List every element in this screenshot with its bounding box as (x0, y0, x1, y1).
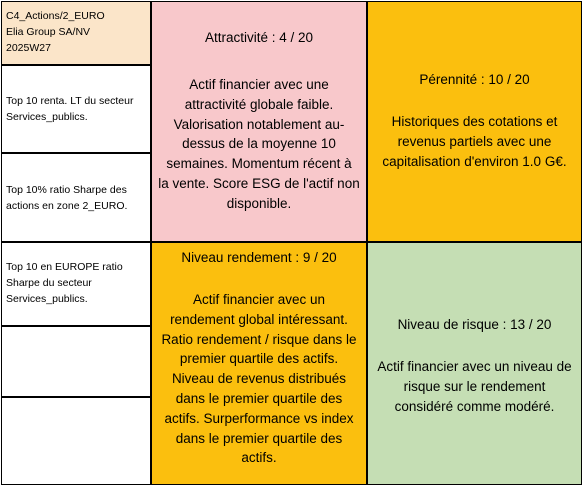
risque-panel (367, 242, 582, 485)
ranking-text-1 (6, 93, 146, 125)
ranking-line: Top 10 en EUROPE ratio (6, 261, 123, 273)
ranking-line: Services_publics. (6, 111, 88, 123)
description-line: attractivité globale faible. (184, 96, 334, 112)
description-line: actifs. (241, 450, 277, 466)
description-line: Historiques des cotations et (391, 114, 558, 129)
risque-title: Niveau de risque : 13 / 20 (397, 317, 552, 332)
ranking-line: Sharpe du secteur (6, 277, 92, 289)
description-line: Niveau de revenus distribués (171, 371, 347, 387)
description-line: Ratio rendement / risque dans le (161, 331, 357, 347)
description-line: Actif financier avec un niveau de (377, 359, 572, 374)
rendement-panel (151, 242, 367, 485)
rendement-title: Niveau rendement : 9 / 20 (181, 250, 337, 265)
description-line: dans le premier quartile des (175, 430, 343, 446)
empty-cell-1 (1, 326, 151, 397)
empty-cell-2 (1, 397, 151, 485)
ranking-text-3 (6, 259, 146, 307)
perennite-panel (367, 1, 582, 242)
description-line: la vente. Score ESG de l'actif non (158, 175, 360, 191)
perennite-title: Pérennité : 10 / 20 (419, 72, 530, 87)
ranking-text-2 (6, 182, 146, 214)
asset-header-text (6, 8, 146, 56)
description-line: Actif financier avec un (192, 292, 326, 307)
ranking-cell-3 (1, 242, 151, 326)
description-line: premier quartile des actifs. (179, 351, 339, 367)
description-line: considéré comme modéré. (394, 398, 555, 414)
ranking-line: Services_publics. (6, 293, 88, 305)
description-line: dessus de la moyenne 10 (182, 136, 336, 152)
asset-category: C4_Actions/2_EURO (6, 10, 105, 22)
description-line: semaines. Momentum récent à (166, 156, 352, 172)
attractivite-panel (151, 1, 367, 242)
description-line: dans le premier quartile des (175, 390, 343, 406)
description-line: capitalisation d'environ 1.0 G€. (382, 153, 567, 169)
description-line: rendement global intéressant. (170, 311, 348, 327)
asset-week: 2025W27 (6, 42, 51, 54)
description-line: Valorisation notablement au- (173, 116, 345, 132)
asset-name: Elia Group SA/NV (6, 26, 91, 38)
ranking-line: actions en zone 2_EURO. (6, 200, 128, 212)
risque-description (374, 357, 575, 416)
description-line: risque sur le rendement (403, 378, 546, 394)
ranking-cell-2 (1, 153, 151, 242)
ranking-cell-1 (1, 65, 151, 153)
asset-header-cell (1, 1, 151, 65)
description-line: revenus partiels avec une (397, 133, 552, 149)
ranking-line: Top 10 renta. LT du secteur (6, 95, 134, 107)
attractivite-title: Attractivité : 4 / 20 (204, 30, 314, 45)
description-line: actifs. Surperformance vs index (164, 410, 354, 426)
description-line: Actif financier avec une (189, 77, 329, 92)
description-line: disponible. (226, 195, 292, 211)
ranking-line: Top 10% ratio Sharpe des (6, 184, 127, 196)
perennite-description (374, 112, 575, 171)
rendement-description (158, 290, 360, 468)
attractivite-description (158, 75, 360, 214)
